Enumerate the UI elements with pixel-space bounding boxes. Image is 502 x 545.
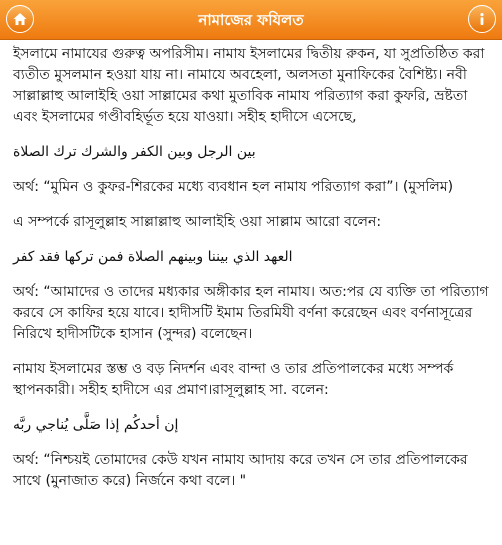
paragraph-meaning-1: অর্থ: “মুমিন ও কুফর-শিরকের মধ্যে ব্যবধান হল নামায পরিত্যাগ করা”। (মুসলিম): [13, 179, 454, 195]
paragraph-pillar: নামায ইসলামের স্তম্ভ ও বড় নিদর্শন এবং বান্দা ও তার প্রতিপালকের মধ্যে সম্পর্ক স্থাপনকারী। সহীহ হাদীসে এর প্রমাণ।রাসূলুল্লাহ সা. বলেন:: [13, 361, 454, 398]
page-title: নামাজের ফযিলত: [198, 11, 304, 29]
article-content: [0, 40, 502, 492]
arabic-hadith-3: إن أحدكُم إذا صَلَّى يُناجي ربَّه: [13, 417, 179, 433]
paragraph-narration: এ সম্পর্কে রাসূলুল্লাহ সাল্লাল্লাহু আলাইহি ওয়া সাল্লাম আরো বলেন:: [13, 214, 382, 230]
arabic-hadith-2: العهد الذي بيننا وبينهم الصلاة فمن تركها فقد كفر: [13, 249, 293, 265]
top-bar: [0, 0, 502, 40]
info-button[interactable]: [468, 5, 496, 33]
paragraph-meaning-3: অর্থ: “নিশ্চয়ই তোমাদের কেউ যখন নামায আদায় করে তখন সে তার প্রতিপালকের সাথে (মুনাজাত করে) নির্জনে কথা বলে। ": [13, 452, 468, 489]
paragraph-meaning-2: অর্থ: “আমাদের ও তাদের মধ্যকার অঙ্গীকার হল নামায। অত:পর যে ব্যক্তি তা পরিত্যাগ করবে সে কাফির হয়ে যাবে। হাদীসটি ইমাম তিরমিযী বর্ণনা করেছেন এবং বর্ণনাসূত্রের নিরিখে হাদীসটিকে হাসান (সুন্দর) বলেছেন।: [13, 284, 489, 342]
info-icon: [474, 11, 490, 27]
paragraph-intro: ইসলামে নামাযের গুরুত্ব অপরিসীম। নামায ইসলামের দ্বিতীয় রুকন, যা সুপ্রতিষ্ঠিত করা ব্যতীত মুসলমান হওয়া যায় না। নামাযে অবহেলা, অলসতা মুনাফিকের বৈশিষ্ট্য। নবী সাল্লাল্লাহু আলাইহি ওয়া সাল্লামের কথা মুতাবিক নামায পরিত্যাগ করা কুফরি, ভ্রষ্টতা এবং ইসলামের গণ্ডীবহির্ভূত হয়ে যাওয়া। সহীহ হাদীসে এসেছে,: [13, 46, 485, 125]
arabic-hadith-1: بين الرجل وبين الكفر والشرك ترك الصلاة: [13, 144, 256, 160]
